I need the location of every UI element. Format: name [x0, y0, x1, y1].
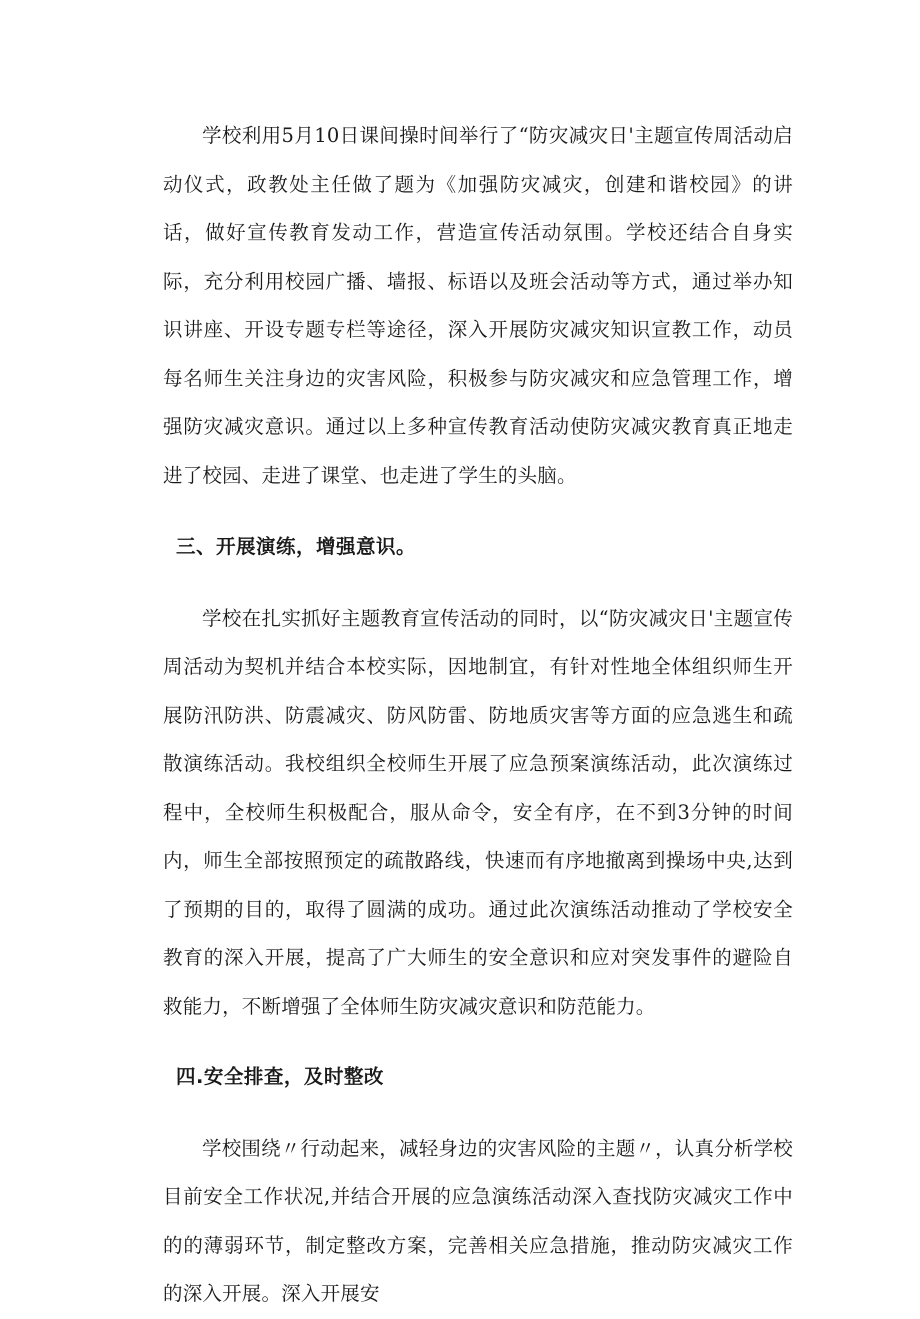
- document-body: [163, 112, 793, 1319]
- section-heading-inspection: 四.安全排查，及时整改: [176, 1065, 384, 1088]
- section-heading-drill: 三、开展演练，增强意识。: [176, 535, 417, 558]
- spacer: [163, 500, 793, 523]
- paragraph-drill: 学校在扎实抓好主题教育宣传活动的同时，以“防灾减灾日'主题宣传周活动为契机并结合本校实际，因地制宜，有针对性地全体组织师生开展防汛防洪、防震减灾、防风防雷、防地质灾害等方面的应急逃生和疏散演练活动。我校组织全校师生开展了应急预案演练活动，此次演练过程中，全校师生积极配合，服从命令，安全有序，在不到3分钟的时间内，师生全部按照预定的疏散路线，快速而有序地撤离到操场中央,达到了预期的目的，取得了圆满的成功。通过此次演练活动推动了学校安全教育的深入开展，提高了广大师生的安全意识和应对突发事件的避险自救能力，不断增强了全体师生防灾减灾意识和防范能力。: [163, 606, 793, 1018]
- spacer: [163, 572, 793, 595]
- spacer: [163, 1031, 793, 1053]
- paragraph-publicity: 学校利用5月10日课间操时间举行了“防灾减灾日'主题宣传周活动启动仪式，政教处主任做了题为《加强防灾减灾，创建和谐校园》的讲话，做好宣传教育发动工作，营造宣传活动氛围。学校还结合自身实际，充分利用校园广播、墙报、标语以及班会活动等方式，通过举办知识讲座、开设专题专栏等途径，深入开展防灾减灾知识宣教工作，动员每名师生关注身边的灾害风险，积极参与防灾减灾和应急管理工作，增强防灾减灾意识。通过以上多种宣传教育活动使防灾减灾教育真正地走进了校园、走进了课堂、也走进了学生的头脑。: [163, 124, 793, 487]
- paragraph-inspection: 学校围绕〃行动起来，减轻身边的灾害风险的主题〃，认真分析学校目前安全工作状况,并结合开展的应急演练活动深入查找防灾减灾工作中的的薄弱环节，制定整改方案，完善相关应急措施，推动防灾减灾工作的深入开展。深入开展安: [163, 1136, 794, 1305]
- spacer: [163, 1102, 793, 1125]
